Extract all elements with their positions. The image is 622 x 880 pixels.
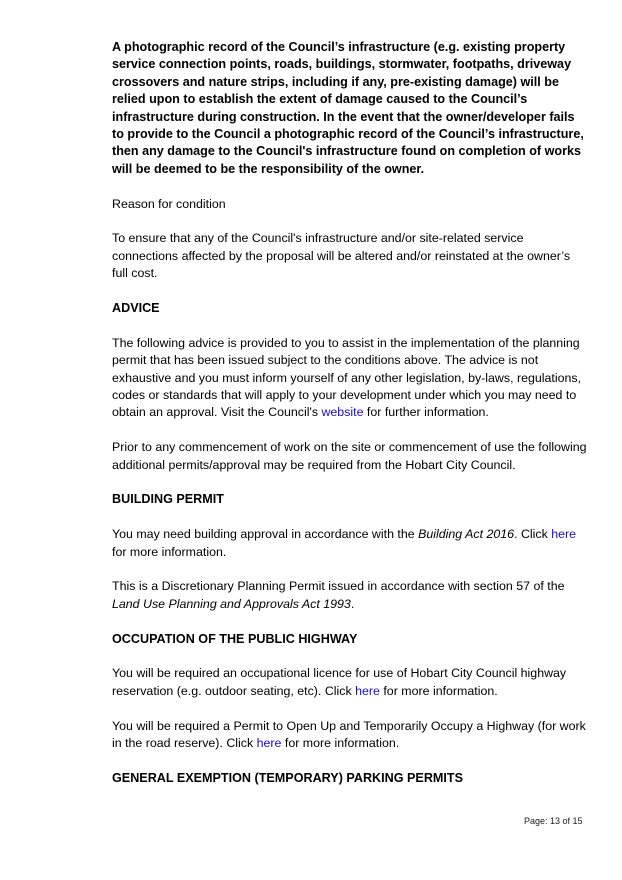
building-here-link[interactable]: here: [551, 527, 577, 542]
building-text-mid: . Click: [514, 527, 552, 542]
advice-heading: ADVICE: [112, 301, 160, 316]
building-act-title: Building Act 2016: [418, 527, 515, 542]
building-text-before: You may need building approval in accordance with the: [112, 527, 419, 542]
occupational-licence-here-link[interactable]: here: [355, 683, 380, 698]
advice-text-before: The following advice is provided to you to assist in the implementation of the planning permit that has been issued subject to the conditions above. The advice is not exhaustive and you must inform yourself of any other legislation, by-laws, regulations, codes or standards that will apply to your development under which you may need to obtain an approval. Visit the Council's: [112, 335, 582, 420]
reason-label: Reason for condition: [112, 196, 226, 211]
highway-heading: OCCUPATION OF THE PUBLIC HIGHWAY: [112, 631, 358, 646]
highway-paragraph-2: [112, 718, 587, 753]
planning-act-title: Land Use Planning and Approvals Act 1993: [112, 596, 351, 611]
building-paragraph-1: [112, 526, 587, 561]
page-number: Page: 13 of 15: [524, 816, 583, 826]
advice-paragraph-1: [112, 335, 587, 422]
building-text-after: for more information.: [112, 544, 227, 559]
parking-permits-heading: GENERAL EXEMPTION (TEMPORARY) PARKING PERMITS: [112, 770, 464, 785]
highway-paragraph-1: [112, 665, 587, 700]
road-reserve-text-before: You will be required a Permit to Open Up and Temporarily Occupy a Highway (for work in the road reserve). Click: [112, 718, 586, 751]
infrastructure-record-paragraph: A photographic record of the Council’s infrastructure (e.g. existing property service connection points, roads, buildings, stormwater, footpaths, driveway crossovers and nature strips, including if any, pre-existing damage) will be relied upon to establish the extent of damage caused to the Council’s infrastructure during construction. In the event that the owner/developer fails to provide to the Council a photographic record of the Council’s infrastructure, then any damage to the Council's infrastructure found on completion of works will be deemed to be the responsibility of the owner.: [112, 40, 584, 176]
advice-text-after: for further information.: [363, 405, 489, 420]
website-link[interactable]: website: [321, 405, 364, 420]
building-paragraph-2: [112, 578, 587, 613]
document-page: [112, 39, 587, 787]
advice-paragraph-2: Prior to any commencement of work on the site or commencement of use the following additional permits/approval may be required from the Hobart City Council.: [112, 440, 587, 472]
reason-paragraph: To ensure that any of the Council's infrastructure and/or site-related service connections affected by the proposal will be altered and/or reinstated at the owner’s full cost.: [112, 231, 571, 281]
permit-text-after: .: [350, 596, 355, 611]
building-permit-heading: BUILDING PERMIT: [112, 492, 224, 507]
highway-text-before: You will be required an occupational licence for use of Hobart City Council highway reservation (e.g. outdoor seating, etc). Click: [112, 666, 567, 698]
permit-text-before: This is a Discretionary Planning Permit issued in accordance with section 57 of the: [112, 579, 565, 594]
highway-text-after: for more information.: [379, 683, 498, 698]
road-reserve-here-link[interactable]: here: [256, 736, 282, 751]
road-reserve-text-after: for more information.: [281, 736, 400, 751]
